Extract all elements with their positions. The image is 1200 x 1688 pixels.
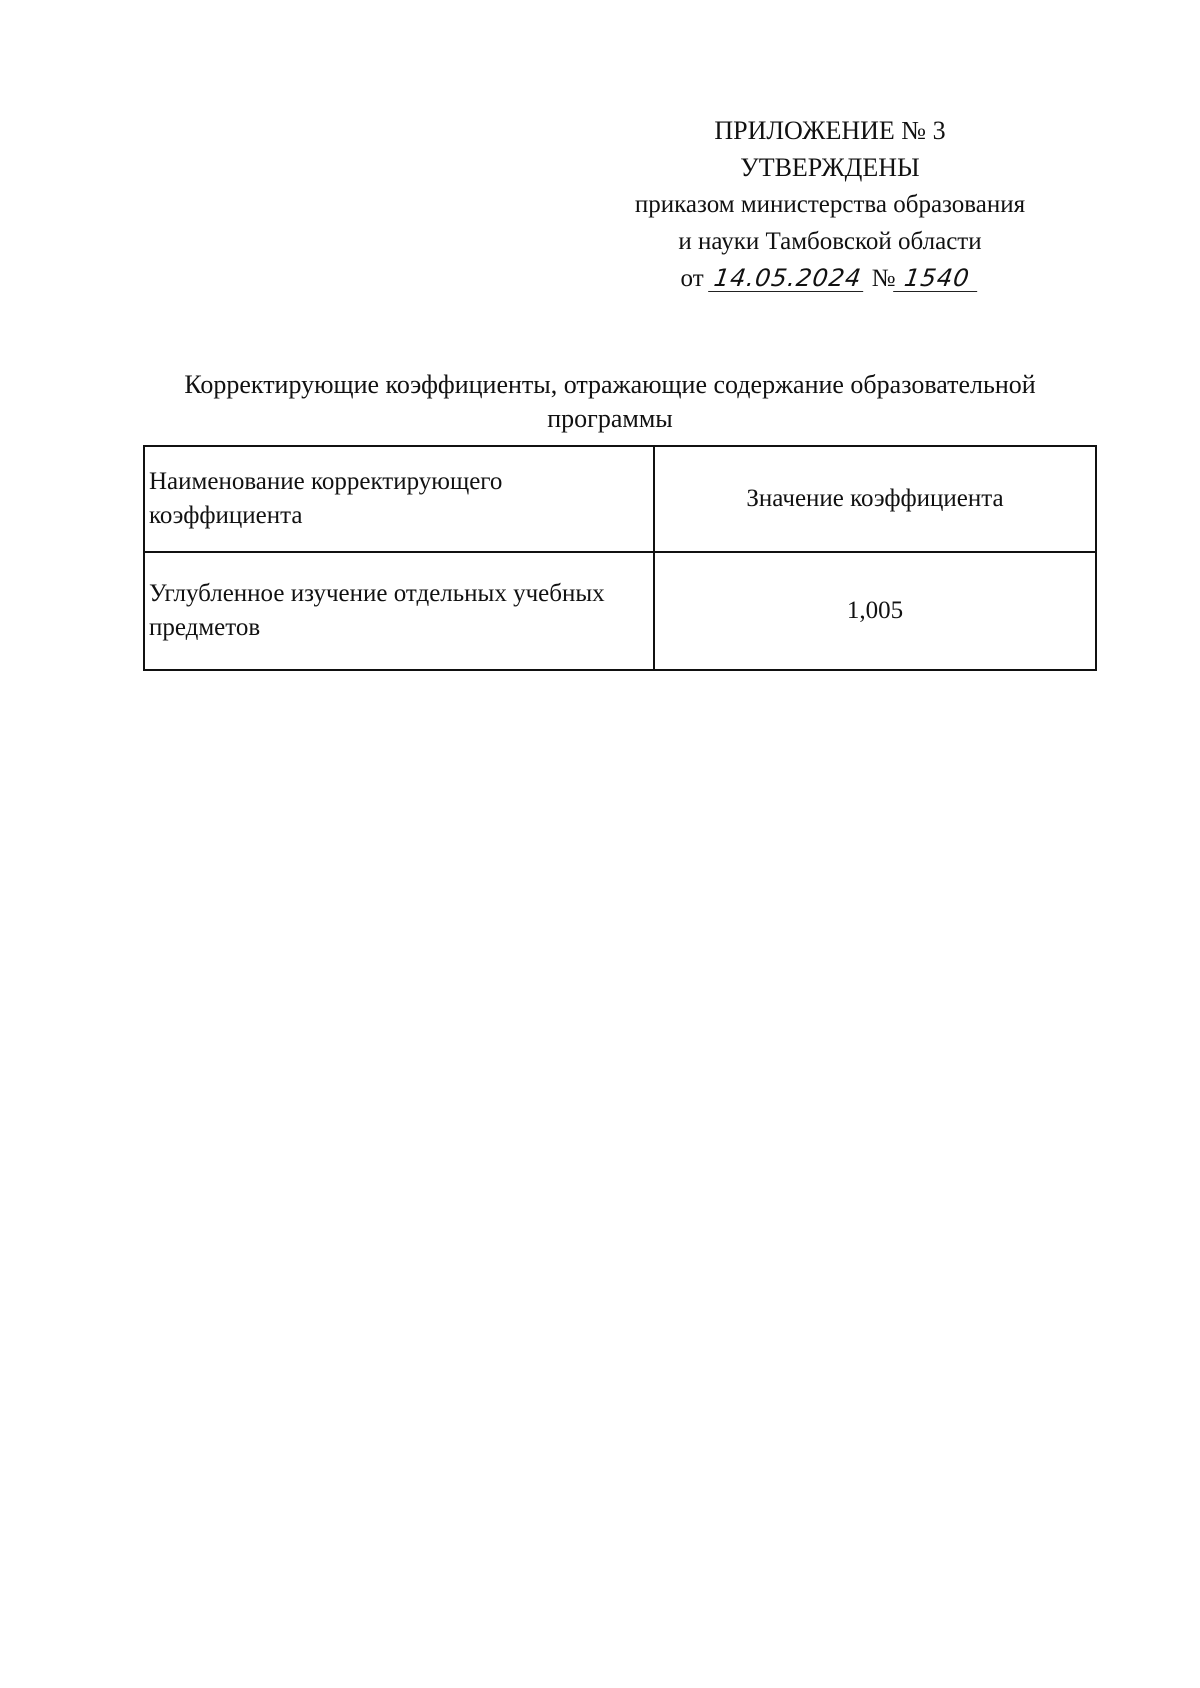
header-name-cell: Наименование корректирующего коэффициента xyxy=(144,446,654,552)
table-row xyxy=(144,552,1096,670)
document-title: Корректирующие коэффициенты, отражающие содержание образовательной программы xyxy=(184,370,1036,433)
order-date-number xyxy=(590,260,1070,297)
handwritten-date: 14.05.2024 xyxy=(708,265,867,292)
header-value-cell: Значение коэффициента xyxy=(654,446,1096,552)
approval-block xyxy=(590,112,1070,297)
appendix-heading: ПРИЛОЖЕНИЕ № 3 xyxy=(714,116,946,145)
row-name-cell: Углубленное изучение отдельных учебных предметов xyxy=(144,552,654,670)
coefficients-table xyxy=(143,445,1097,671)
handwritten-number: 1540 xyxy=(894,265,982,292)
from-prefix: от xyxy=(680,265,704,292)
approved-heading: УТВЕРЖДЕНЫ xyxy=(740,153,920,182)
table-header-row xyxy=(144,446,1096,552)
row-value-cell: 1,005 xyxy=(654,552,1096,670)
order-line-1: приказом министерства образования xyxy=(634,191,1026,218)
order-line-2: и науки Тамбовской области xyxy=(678,228,982,255)
number-prefix: № xyxy=(871,265,896,292)
